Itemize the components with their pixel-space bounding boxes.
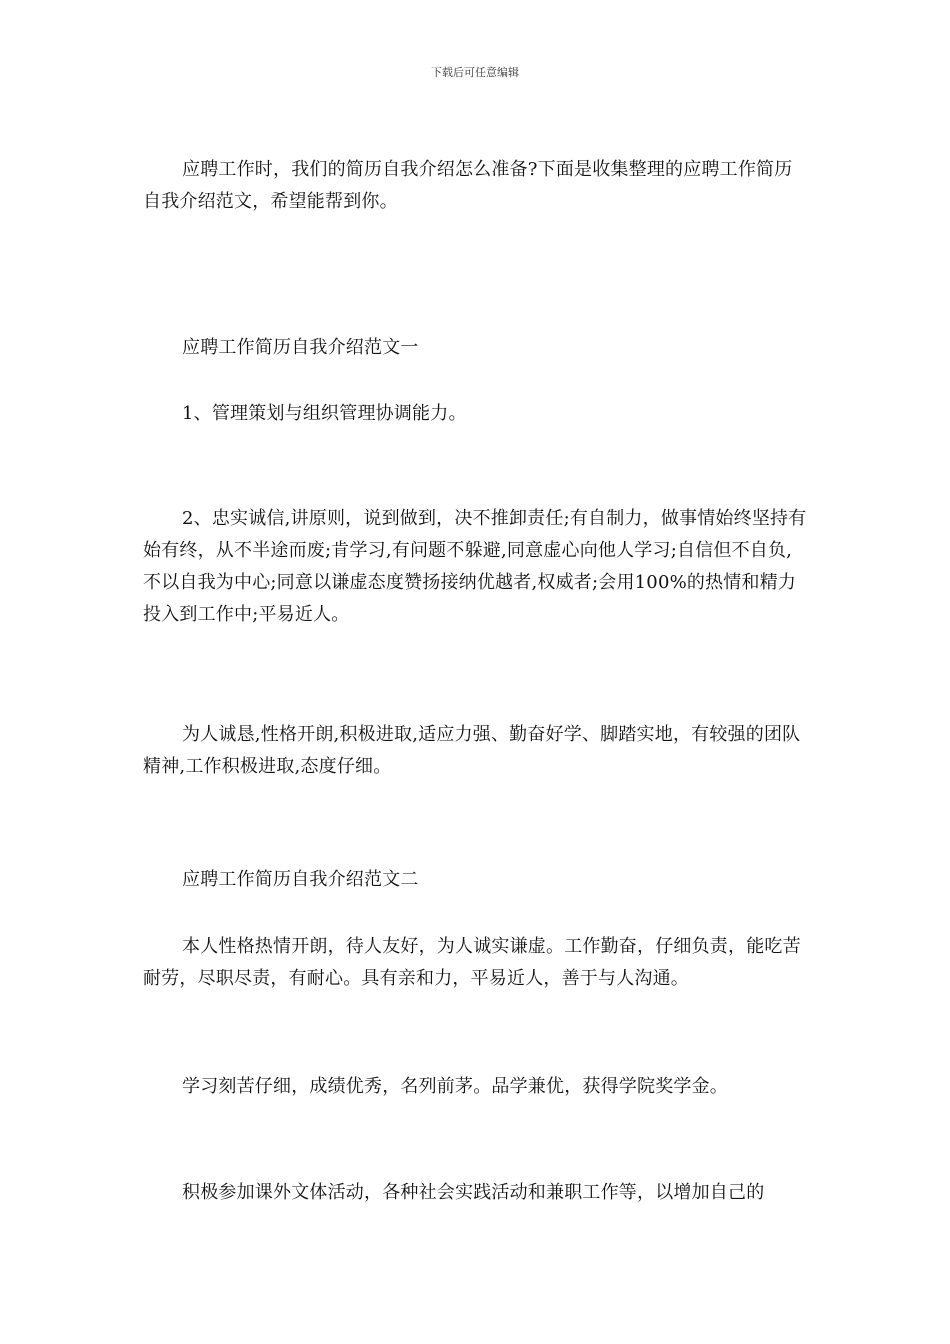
list-item-one: 1、管理策划与组织管理协调能力。 (182, 403, 467, 424)
page-header-note: 下载后可任意编辑 (431, 66, 519, 79)
section-heading-one: 应聘工作简历自我介绍范文一 (182, 337, 419, 358)
section-heading-two: 应聘工作简历自我介绍范文二 (182, 869, 419, 890)
list-item-two: 2、忠实诚信,讲原则，说到做到，决不推卸责任;有自制力，做事情始终坚持有始有终，从不半途而废;肯学习,有问题不躲避,同意虚心向他人学习;自信但不自负,不以自我为中心;同意以谦虚态度赞扬接纳优越者,权威者;会用100%的热情和精力投入到工作中;平易近人。 (143, 508, 807, 625)
activities-paragraph: 积极参加课外文体活动，各种社会实践活动和兼职工作等，以增加自己的 (182, 1182, 765, 1203)
study-paragraph: 学习刻苦仔细，成绩优秀，名列前茅。品学兼优，获得学院奖学金。 (182, 1076, 728, 1097)
traits-paragraph: 为人诚恳,性格开朗,积极进取,适应力强、勤奋好学、脚踏实地，有较强的团队精神,工作积极进取,态度仔细。 (143, 724, 801, 777)
intro-paragraph: 应聘工作时，我们的简历自我介绍怎么准备?下面是收集整理的应聘工作简历自我介绍范文，希望能帮到你。 (143, 159, 793, 212)
personality-paragraph: 本人性格热情开朗，待人友好，为人诚实谦虚。工作勤奋，仔细负责，能吃苦耐劳，尽职尽责，有耐心。具有亲和力，平易近人，善于与人沟通。 (143, 936, 801, 989)
